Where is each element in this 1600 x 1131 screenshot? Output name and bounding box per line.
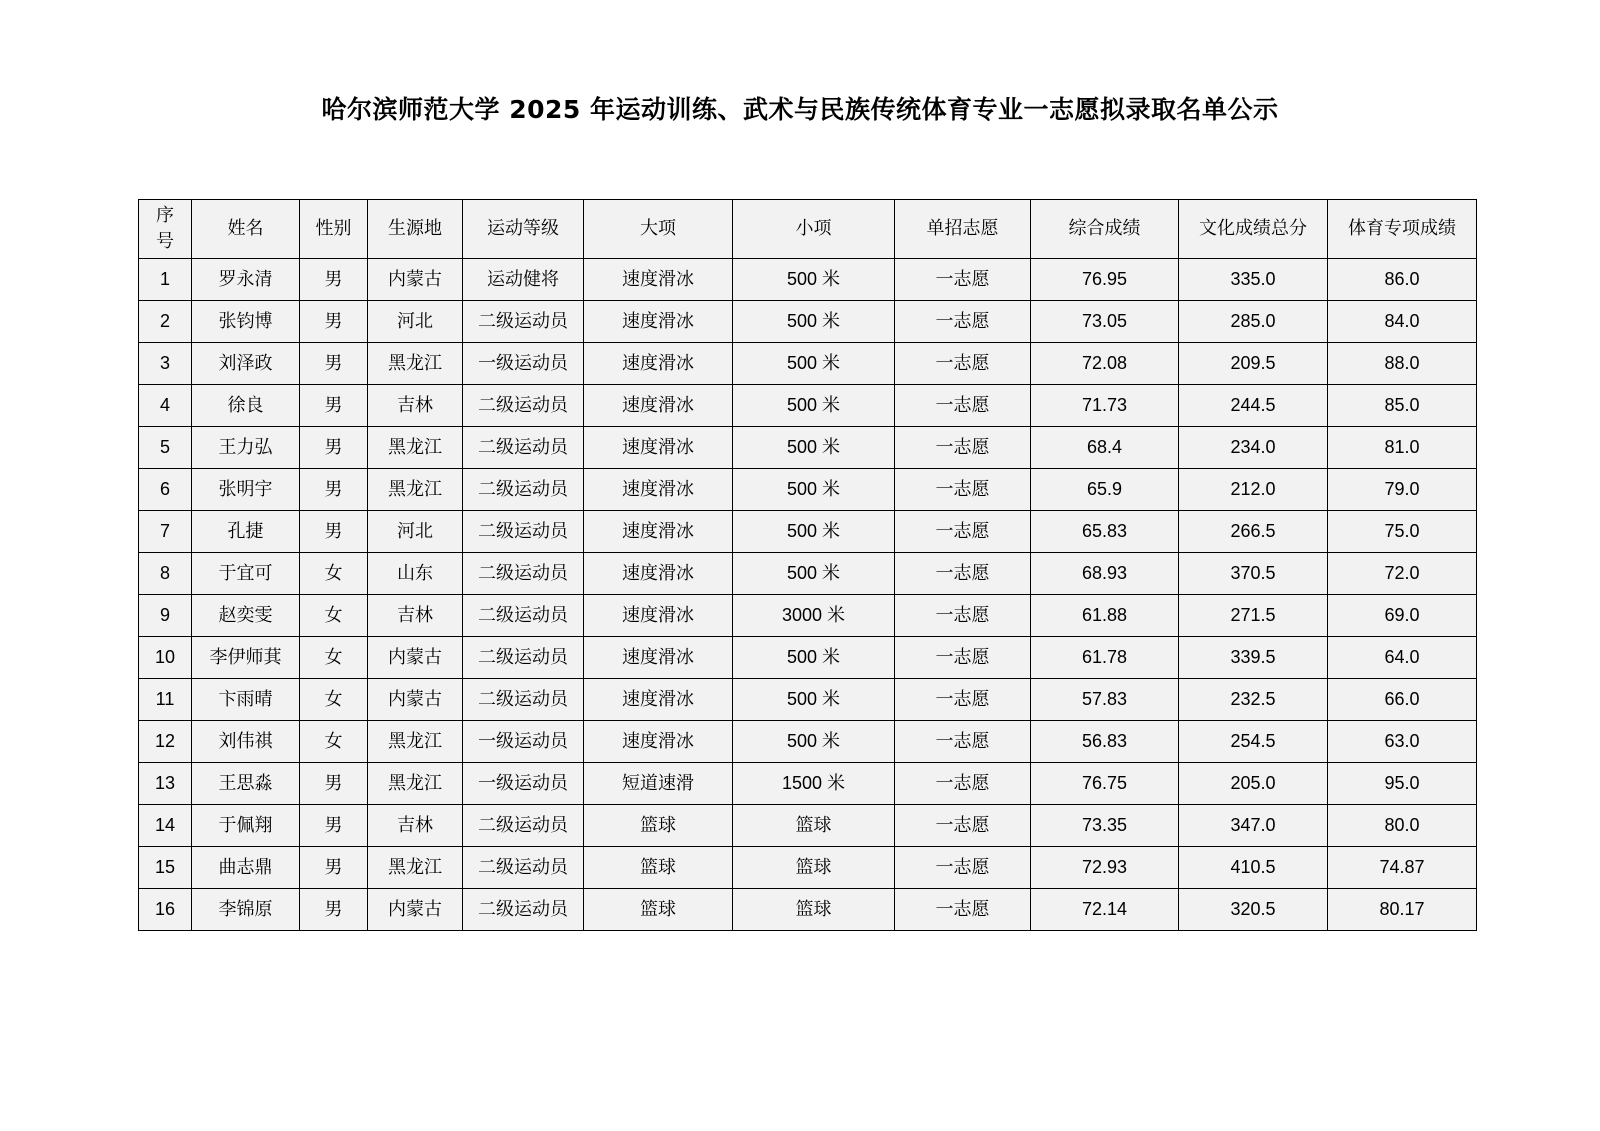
cell-major-event: 速度滑冰 [584, 301, 733, 343]
cell-culture-score: 254.5 [1179, 721, 1328, 763]
cell-origin: 河北 [368, 511, 463, 553]
cell-index: 11 [139, 679, 192, 721]
cell-origin: 吉林 [368, 595, 463, 637]
cell-major-event: 速度滑冰 [584, 511, 733, 553]
cell-name: 王思淼 [192, 763, 300, 805]
cell-culture-score: 212.0 [1179, 469, 1328, 511]
cell-culture-score: 234.0 [1179, 427, 1328, 469]
cell-preference: 一志愿 [895, 469, 1031, 511]
cell-origin: 吉林 [368, 385, 463, 427]
cell-composite-score: 72.14 [1031, 889, 1179, 931]
cell-major-event: 速度滑冰 [584, 259, 733, 301]
cell-index: 6 [139, 469, 192, 511]
cell-origin: 内蒙古 [368, 637, 463, 679]
cell-sport-level: 二级运动员 [463, 847, 584, 889]
header-cell-culture-score: 文化成绩总分 [1179, 200, 1328, 259]
cell-index: 9 [139, 595, 192, 637]
cell-sub-event: 1500 米 [733, 763, 895, 805]
cell-preference: 一志愿 [895, 637, 1031, 679]
header-cell-origin: 生源地 [368, 200, 463, 259]
cell-gender: 男 [300, 847, 368, 889]
cell-preference: 一志愿 [895, 679, 1031, 721]
cell-gender: 男 [300, 259, 368, 301]
cell-sport-score: 88.0 [1328, 343, 1477, 385]
cell-name: 曲志鼎 [192, 847, 300, 889]
cell-gender: 女 [300, 553, 368, 595]
table-row [139, 763, 1477, 805]
table-row [139, 385, 1477, 427]
cell-preference: 一志愿 [895, 595, 1031, 637]
cell-sub-event: 500 米 [733, 427, 895, 469]
cell-index: 13 [139, 763, 192, 805]
cell-culture-score: 244.5 [1179, 385, 1328, 427]
table-row [139, 469, 1477, 511]
cell-preference: 一志愿 [895, 385, 1031, 427]
cell-name: 罗永清 [192, 259, 300, 301]
cell-origin: 黑龙江 [368, 763, 463, 805]
cell-name: 徐良 [192, 385, 300, 427]
cell-sport-level: 二级运动员 [463, 301, 584, 343]
cell-sport-score: 81.0 [1328, 427, 1477, 469]
cell-major-event: 速度滑冰 [584, 469, 733, 511]
cell-culture-score: 205.0 [1179, 763, 1328, 805]
cell-preference: 一志愿 [895, 553, 1031, 595]
cell-composite-score: 61.78 [1031, 637, 1179, 679]
cell-composite-score: 71.73 [1031, 385, 1179, 427]
table-row [139, 553, 1477, 595]
cell-gender: 男 [300, 427, 368, 469]
cell-origin: 吉林 [368, 805, 463, 847]
table-row [139, 637, 1477, 679]
cell-major-event: 篮球 [584, 889, 733, 931]
cell-major-event: 速度滑冰 [584, 721, 733, 763]
table-row [139, 805, 1477, 847]
cell-culture-score: 410.5 [1179, 847, 1328, 889]
cell-gender: 女 [300, 595, 368, 637]
cell-major-event: 速度滑冰 [584, 679, 733, 721]
cell-composite-score: 68.93 [1031, 553, 1179, 595]
cell-sport-score: 63.0 [1328, 721, 1477, 763]
cell-preference: 一志愿 [895, 343, 1031, 385]
cell-sub-event: 500 米 [733, 469, 895, 511]
cell-index: 8 [139, 553, 192, 595]
cell-composite-score: 65.83 [1031, 511, 1179, 553]
cell-major-event: 速度滑冰 [584, 637, 733, 679]
cell-sport-score: 79.0 [1328, 469, 1477, 511]
cell-sub-event: 3000 米 [733, 595, 895, 637]
cell-composite-score: 61.88 [1031, 595, 1179, 637]
table-body [139, 259, 1477, 931]
cell-gender: 女 [300, 679, 368, 721]
cell-sub-event: 500 米 [733, 679, 895, 721]
cell-sport-level: 一级运动员 [463, 721, 584, 763]
cell-origin: 山东 [368, 553, 463, 595]
cell-culture-score: 335.0 [1179, 259, 1328, 301]
cell-sub-event: 500 米 [733, 259, 895, 301]
cell-composite-score: 56.83 [1031, 721, 1179, 763]
cell-major-event: 速度滑冰 [584, 343, 733, 385]
cell-sport-score: 74.87 [1328, 847, 1477, 889]
cell-sport-score: 75.0 [1328, 511, 1477, 553]
cell-culture-score: 271.5 [1179, 595, 1328, 637]
cell-culture-score: 209.5 [1179, 343, 1328, 385]
cell-name: 刘泽政 [192, 343, 300, 385]
cell-name: 王力弘 [192, 427, 300, 469]
cell-gender: 女 [300, 637, 368, 679]
cell-gender: 男 [300, 385, 368, 427]
cell-sport-score: 72.0 [1328, 553, 1477, 595]
cell-gender: 男 [300, 469, 368, 511]
cell-major-event: 篮球 [584, 847, 733, 889]
cell-index: 14 [139, 805, 192, 847]
cell-sport-score: 85.0 [1328, 385, 1477, 427]
cell-name: 李锦原 [192, 889, 300, 931]
cell-preference: 一志愿 [895, 301, 1031, 343]
cell-name: 于宜可 [192, 553, 300, 595]
cell-gender: 男 [300, 511, 368, 553]
cell-composite-score: 72.08 [1031, 343, 1179, 385]
cell-gender: 男 [300, 763, 368, 805]
header-cell-sport-level: 运动等级 [463, 200, 584, 259]
table-row [139, 721, 1477, 763]
header-cell-index: 序号 [139, 200, 192, 259]
cell-origin: 黑龙江 [368, 469, 463, 511]
cell-sport-score: 95.0 [1328, 763, 1477, 805]
cell-index: 12 [139, 721, 192, 763]
header-cell-name: 姓名 [192, 200, 300, 259]
cell-major-event: 速度滑冰 [584, 595, 733, 637]
cell-sport-level: 二级运动员 [463, 385, 584, 427]
cell-major-event: 篮球 [584, 805, 733, 847]
cell-culture-score: 232.5 [1179, 679, 1328, 721]
cell-index: 3 [139, 343, 192, 385]
cell-sport-level: 运动健将 [463, 259, 584, 301]
cell-name: 李伊师萁 [192, 637, 300, 679]
header-cell-sport-score: 体育专项成绩 [1328, 200, 1477, 259]
cell-sport-score: 64.0 [1328, 637, 1477, 679]
cell-preference: 一志愿 [895, 847, 1031, 889]
cell-major-event: 速度滑冰 [584, 427, 733, 469]
header-cell-preference: 单招志愿 [895, 200, 1031, 259]
table-row [139, 595, 1477, 637]
cell-sport-score: 66.0 [1328, 679, 1477, 721]
cell-sport-level: 二级运动员 [463, 427, 584, 469]
cell-culture-score: 339.5 [1179, 637, 1328, 679]
cell-origin: 内蒙古 [368, 889, 463, 931]
cell-culture-score: 285.0 [1179, 301, 1328, 343]
cell-composite-score: 65.9 [1031, 469, 1179, 511]
cell-name: 张钧博 [192, 301, 300, 343]
cell-culture-score: 266.5 [1179, 511, 1328, 553]
cell-origin: 黑龙江 [368, 343, 463, 385]
cell-sub-event: 篮球 [733, 889, 895, 931]
header-cell-sub-event: 小项 [733, 200, 895, 259]
table-row [139, 301, 1477, 343]
cell-sport-level: 二级运动员 [463, 679, 584, 721]
admission-table [138, 199, 1477, 931]
cell-preference: 一志愿 [895, 511, 1031, 553]
cell-sport-score: 84.0 [1328, 301, 1477, 343]
cell-sub-event: 500 米 [733, 721, 895, 763]
cell-index: 2 [139, 301, 192, 343]
table-row [139, 679, 1477, 721]
cell-composite-score: 73.35 [1031, 805, 1179, 847]
cell-composite-score: 76.95 [1031, 259, 1179, 301]
header-row [139, 200, 1477, 259]
cell-major-event: 短道速滑 [584, 763, 733, 805]
table-row [139, 847, 1477, 889]
cell-sub-event: 500 米 [733, 553, 895, 595]
cell-sport-score: 69.0 [1328, 595, 1477, 637]
cell-major-event: 速度滑冰 [584, 553, 733, 595]
cell-origin: 黑龙江 [368, 721, 463, 763]
cell-origin: 内蒙古 [368, 679, 463, 721]
cell-name: 卞雨晴 [192, 679, 300, 721]
cell-index: 15 [139, 847, 192, 889]
cell-preference: 一志愿 [895, 763, 1031, 805]
cell-composite-score: 57.83 [1031, 679, 1179, 721]
cell-origin: 黑龙江 [368, 427, 463, 469]
cell-index: 10 [139, 637, 192, 679]
cell-composite-score: 68.4 [1031, 427, 1179, 469]
header-cell-gender: 性别 [300, 200, 368, 259]
cell-name: 孔捷 [192, 511, 300, 553]
cell-composite-score: 76.75 [1031, 763, 1179, 805]
cell-name: 张明宇 [192, 469, 300, 511]
cell-name: 于佩翔 [192, 805, 300, 847]
cell-origin: 内蒙古 [368, 259, 463, 301]
cell-composite-score: 73.05 [1031, 301, 1179, 343]
table-header [139, 200, 1477, 259]
cell-sport-score: 86.0 [1328, 259, 1477, 301]
cell-gender: 女 [300, 721, 368, 763]
cell-name: 刘伟祺 [192, 721, 300, 763]
cell-sport-score: 80.17 [1328, 889, 1477, 931]
document-title: 哈尔滨师范大学 2025 年运动训练、武术与民族传统体育专业一志愿拟录取名单公示 [321, 95, 1279, 124]
cell-culture-score: 370.5 [1179, 553, 1328, 595]
cell-sport-level: 二级运动员 [463, 511, 584, 553]
cell-origin: 黑龙江 [368, 847, 463, 889]
cell-sport-level: 二级运动员 [463, 637, 584, 679]
table-row [139, 427, 1477, 469]
cell-index: 7 [139, 511, 192, 553]
cell-sub-event: 500 米 [733, 511, 895, 553]
cell-gender: 男 [300, 343, 368, 385]
cell-sport-level: 二级运动员 [463, 805, 584, 847]
cell-culture-score: 320.5 [1179, 889, 1328, 931]
cell-sub-event: 篮球 [733, 805, 895, 847]
table-row [139, 511, 1477, 553]
cell-sub-event: 500 米 [733, 301, 895, 343]
cell-index: 4 [139, 385, 192, 427]
cell-sub-event: 篮球 [733, 847, 895, 889]
table-row [139, 889, 1477, 931]
cell-preference: 一志愿 [895, 721, 1031, 763]
table-row [139, 343, 1477, 385]
cell-sub-event: 500 米 [733, 343, 895, 385]
cell-index: 1 [139, 259, 192, 301]
cell-gender: 男 [300, 301, 368, 343]
cell-sub-event: 500 米 [733, 637, 895, 679]
cell-preference: 一志愿 [895, 889, 1031, 931]
cell-composite-score: 72.93 [1031, 847, 1179, 889]
table-row [139, 259, 1477, 301]
cell-gender: 男 [300, 805, 368, 847]
cell-gender: 男 [300, 889, 368, 931]
header-cell-major-event: 大项 [584, 200, 733, 259]
cell-sport-level: 二级运动员 [463, 469, 584, 511]
cell-sport-level: 二级运动员 [463, 553, 584, 595]
header-cell-composite-score: 综合成绩 [1031, 200, 1179, 259]
cell-sport-level: 一级运动员 [463, 343, 584, 385]
cell-preference: 一志愿 [895, 427, 1031, 469]
cell-index: 16 [139, 889, 192, 931]
cell-culture-score: 347.0 [1179, 805, 1328, 847]
cell-sport-level: 一级运动员 [463, 763, 584, 805]
cell-sport-level: 二级运动员 [463, 889, 584, 931]
cell-sub-event: 500 米 [733, 385, 895, 427]
cell-sport-level: 二级运动员 [463, 595, 584, 637]
cell-preference: 一志愿 [895, 805, 1031, 847]
cell-origin: 河北 [368, 301, 463, 343]
cell-preference: 一志愿 [895, 259, 1031, 301]
cell-name: 赵奕雯 [192, 595, 300, 637]
cell-index: 5 [139, 427, 192, 469]
cell-major-event: 速度滑冰 [584, 385, 733, 427]
cell-sport-score: 80.0 [1328, 805, 1477, 847]
